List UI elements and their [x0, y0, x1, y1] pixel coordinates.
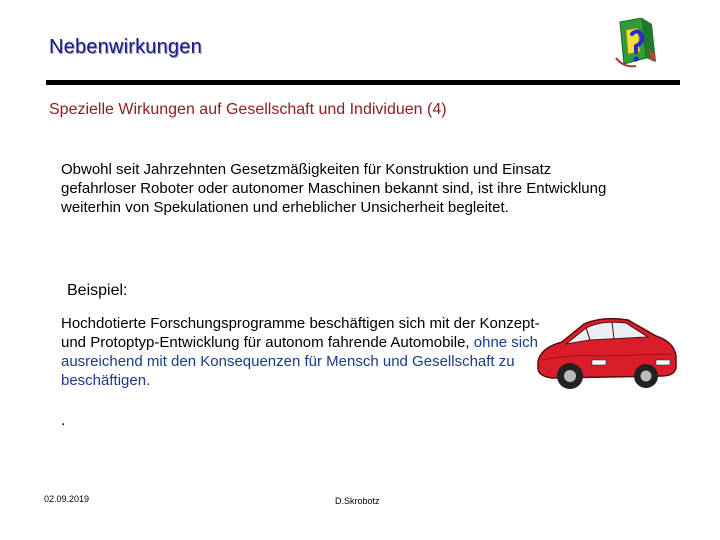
slide-subtitle: Spezielle Wirkungen auf Gesellschaft und Individuen (4)	[49, 101, 447, 118]
question-mark-logo-icon	[612, 18, 662, 70]
example-text-part1: Hochdotierte Forschungsprogramme beschäftigen sich mit der Konzept- und Protoptyp-Entwicklung für autonom fahrende Automobile,	[61, 315, 540, 351]
footer-author: D.Skrobotz	[335, 496, 380, 506]
example-label: Beispiel:	[67, 282, 128, 299]
example-text	[61, 314, 541, 390]
example-text-part2: ohne sich ausreichend mit den Konsequenzen für Mensch und Gesellschaft zu beschäftigen.	[61, 334, 538, 389]
footer-date: 02.09.2019	[44, 494, 90, 504]
title-divider	[46, 80, 680, 85]
slide-title: Nebenwirkungen	[49, 36, 202, 58]
intro-paragraph: Obwohl seit Jahrzehnten Gesetzmäßigkeiten für Konstruktion und Einsatz gefahrloser Roboter oder autonomer Maschinen bekannt sind, ist ihre Entwicklung weiterhin von Spekulationen und erheblicher Unsicherheit begleitet.	[61, 161, 607, 216]
red-sports-car-icon	[532, 310, 680, 394]
trailing-dot: .	[61, 412, 66, 429]
